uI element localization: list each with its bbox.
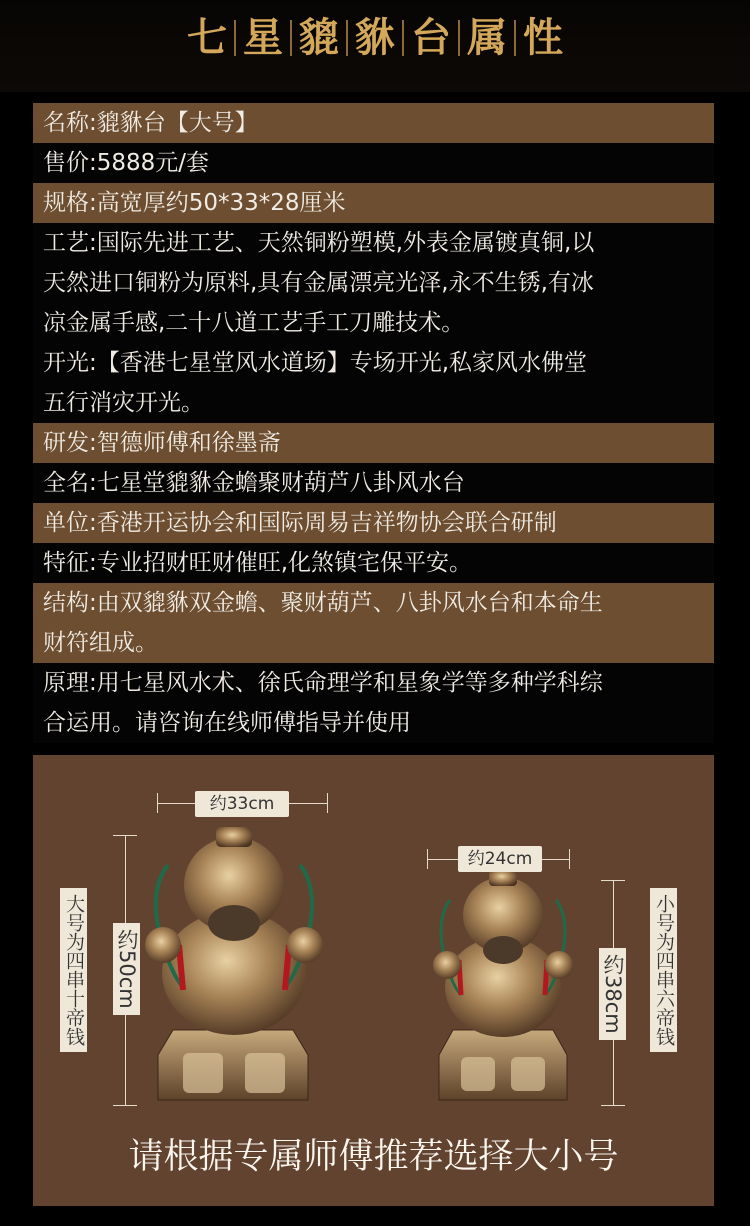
small-width-tick-right (569, 849, 570, 869)
large-width-label: 约33cm (195, 791, 289, 817)
title-divider (514, 20, 516, 56)
attr-row-craft (33, 223, 714, 343)
title-char: 貔 (299, 14, 339, 61)
attr-row-name (33, 103, 714, 143)
attr-line: 合运用。请咨询在线师傅指导并使用 (43, 710, 411, 736)
attr-row-consecration (33, 343, 714, 423)
large-gourd-statue (145, 827, 323, 1100)
title-char: 星 (243, 14, 283, 61)
large-height-tick-top (113, 835, 137, 836)
attr-row-organization (33, 503, 714, 543)
large-side-label: 大号为四串十帝钱 (60, 888, 87, 1052)
small-height-tick-top (601, 880, 625, 881)
large-width-tick-right (327, 793, 328, 813)
title-divider (234, 20, 236, 56)
attr-row-feature (33, 543, 714, 583)
product-showcase (33, 755, 714, 1206)
size-recommendation-caption: 请根据专属师傅推荐选择大小号 (128, 1137, 619, 1177)
attr-row-price (33, 143, 714, 183)
title-char: 性 (523, 14, 563, 61)
attr-line: 原理:用七星风水术、徐氏命理学和星象学等多种学科综 (43, 670, 603, 696)
title-char: 貅 (355, 14, 395, 61)
large-height-tick-bottom (113, 1105, 137, 1106)
small-height-label: 约38cm (599, 948, 626, 1040)
attr-line: 规格:高宽厚约50*33*28厘米 (43, 190, 346, 216)
small-width-tick-left (427, 849, 428, 869)
large-width-tick-left (157, 793, 158, 813)
attr-line: 售价:5888元/套 (43, 150, 210, 176)
title-divider (458, 20, 460, 56)
attr-line: 单位:香港开运协会和国际周易吉祥物协会联合研制 (43, 510, 557, 536)
small-height-tick-bottom (601, 1105, 625, 1106)
attr-row-principle (33, 663, 714, 743)
large-height-label: 约50cm (113, 923, 140, 1015)
attr-row-structure (33, 583, 714, 663)
attr-line: 全名:七星堂貔貅金蟾聚财葫芦八卦风水台 (43, 470, 465, 496)
attr-line: 研发:智德师傅和徐墨斋 (43, 430, 281, 456)
small-width-label: 约24cm (458, 846, 542, 872)
small-side-label: 小号为四串六帝钱 (650, 888, 677, 1052)
title-divider (290, 20, 292, 56)
title-divider (346, 20, 348, 56)
page-title (0, 14, 750, 62)
attr-row-developer (33, 423, 714, 463)
title-chars (184, 14, 566, 62)
title-divider (402, 20, 404, 56)
small-gourd-statue (433, 870, 573, 1100)
attr-line: 名称:貔貅台【大号】 (43, 110, 258, 136)
attr-row-fullname (33, 463, 714, 503)
attribute-list (33, 103, 714, 743)
attr-line: 财符组成。 (43, 630, 158, 656)
attr-line: 凉金属手感,二十八道工艺手工刀雕技术。 (43, 310, 465, 336)
attr-line: 开光:【香港七星堂风水道场】专场开光,私家风水佛堂 (43, 350, 588, 376)
title-char: 七 (187, 14, 227, 61)
attr-line: 天然进口铜粉为原料,具有金属漂亮光泽,永不生锈,有冰 (43, 270, 594, 296)
title-char: 台 (411, 14, 451, 61)
attr-line: 五行消灾开光。 (43, 390, 204, 416)
attr-row-spec (33, 183, 714, 223)
attr-line: 特征:专业招财旺财催旺,化煞镇宅保平安。 (43, 550, 473, 576)
title-char: 属 (467, 14, 507, 61)
attr-line: 结构:由双貔貅双金蟾、聚财葫芦、八卦风水台和本命生 (43, 590, 603, 616)
attr-line: 工艺:国际先进工艺、天然铜粉塑模,外表金属镀真铜,以 (43, 230, 595, 256)
